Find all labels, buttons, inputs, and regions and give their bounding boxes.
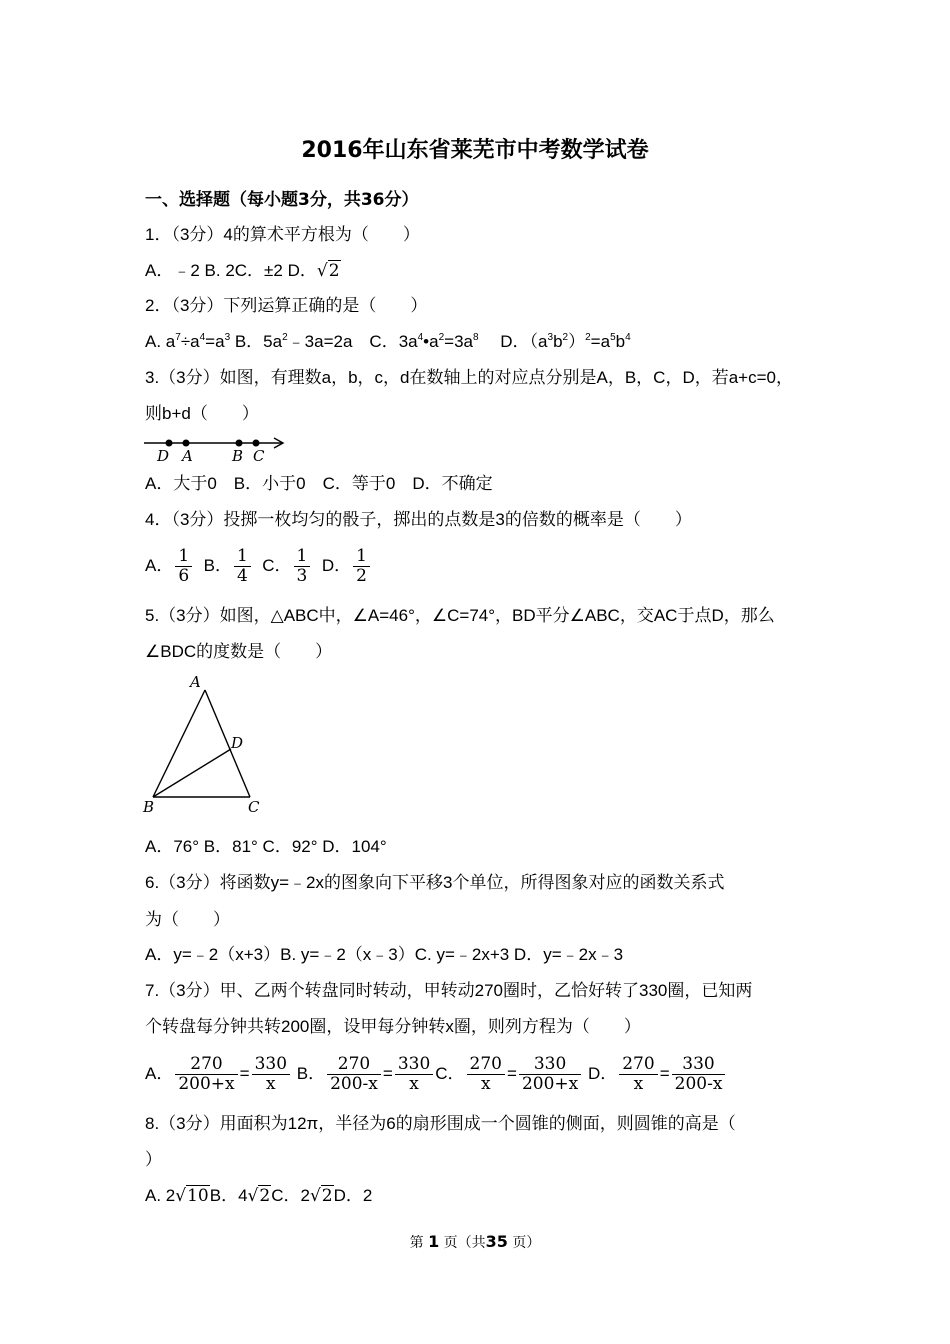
label-a: A: [182, 447, 193, 465]
label-d: D: [157, 447, 170, 465]
q4-stem: 4．（3分）投掷一枚均匀的骰子，掷出的点数是3的倍数的概率是（ ）: [145, 510, 692, 529]
q8-stem-line1: 8.（3分）用面积为12π，半径为6的扇形围成一个圆锥的侧面，则圆锥的高是（: [145, 1114, 736, 1133]
sqrt-expression: √2: [309, 1186, 333, 1206]
q7-stem-line2: 个转盘每分钟共转200圈，设甲每分钟转x圈，则列方程为（ ）: [145, 1017, 641, 1036]
section-heading: 一、选择题（每小题3分，共36分）: [145, 190, 419, 210]
q1-options: [145, 260, 341, 282]
sqrt-expression: √2: [247, 1186, 271, 1206]
fraction: $\frac{270}{200-x}$: [327, 1055, 381, 1094]
q5-options: A．76° B．81° C．92° D．104°: [145, 837, 387, 856]
fraction: $\frac{270}{200+x}$: [175, 1055, 237, 1094]
fraction: $\frac{1}{3}$: [294, 547, 311, 586]
q3-options: A．大于0 B．小于0 C．等于0 D．不确定: [145, 474, 493, 493]
q6-options: A．y=﹣2（x+3）B. y=﹣2（x﹣3）C. y=﹣2x+3 D．y=﹣2x﹣3: [145, 945, 624, 964]
point-d: [166, 440, 173, 447]
label-c: C: [253, 447, 265, 465]
q1-option-c: C．±2: [234, 261, 283, 280]
q1-option-d: D．: [287, 261, 317, 280]
q5-stem-line2: ∠BDC的度数是（ ）: [145, 642, 333, 661]
fraction: $\frac{270}{x}$: [467, 1055, 505, 1094]
sqrt-expression: √2: [316, 261, 340, 281]
vertex-label-b: B: [143, 798, 155, 816]
fraction: $\frac{330}{200+x}$: [519, 1055, 581, 1094]
number-line-figure: [142, 432, 292, 466]
page-total: 35: [485, 1232, 508, 1251]
q7-options: A． $\frac{270}{200+x}$ = $\frac{330}{x}$ B． $\frac{270}{200-x}$ = $\frac{330}{x}$ C． $\frac{270}{x}$ = $\frac{330}{200+x}$ D． $\frac{270}{x}$ = $\frac{330}{200-x}$: [145, 1055, 727, 1094]
vertex-label-a: A: [190, 673, 201, 691]
fraction: $\frac{330}{x}$: [395, 1055, 433, 1094]
q8-options: A. 2√10B．4√2C．2√2D．2: [145, 1186, 373, 1206]
sqrt-expression: √10: [175, 1186, 209, 1206]
side-ac: [205, 690, 250, 797]
vertex-label-c: C: [248, 798, 260, 816]
q3-stem-line2: 则b+d（ ）: [145, 404, 259, 423]
fraction: $\frac{330}{200-x}$: [672, 1055, 726, 1094]
q8-stem-line2: ）: [145, 1150, 162, 1169]
q6-stem-line2: 为（ ）: [145, 910, 230, 929]
fraction: $\frac{330}{x}$: [252, 1055, 290, 1094]
q5-stem-line1: 5.（3分）如图，△ABC中，∠A=46°，∠C=74°，BD平分∠ABC，交AC于点D，那么: [145, 606, 775, 625]
page-title: 2016年山东省莱芜市中考数学试卷: [301, 138, 649, 163]
vertex-label-d: D: [231, 734, 244, 752]
q1-option-a: A．﹣2: [145, 261, 200, 280]
fraction: $\frac{1}{2}$: [353, 547, 370, 586]
page-number: 1: [428, 1232, 440, 1251]
q2-options: A. $a^7\div a^4=a^3$ B．$5a^2﹣3a=2a$ C．$3a^4•a^2=3a^8$ D．$(a^3b^2)^2=a^5b^4$: [145, 332, 631, 351]
point-b: [236, 440, 243, 447]
q3-stem-line1: 3.（3分）如图，有理数a，b，c，d在数轴上的对应点分别是A，B，C，D，若a+c=0，: [145, 368, 793, 387]
triangle-figure: [140, 672, 270, 820]
page-footer: 第 1 页（共35 页）: [409, 1232, 541, 1251]
point-a: [183, 440, 190, 447]
point-c: [253, 440, 260, 447]
q4-options: A． $\frac{1}{6}$ B． $\frac{1}{4}$ C． $\frac{1}{3}$ D． $\frac{1}{2}$: [145, 547, 372, 586]
label-b: B: [232, 447, 244, 465]
fraction: $\frac{1}{4}$: [234, 547, 251, 586]
q6-stem-line1: 6.（3分）将函数y=﹣2x的图象向下平移3个单位，所得图象对应的函数关系式: [145, 873, 725, 892]
fraction: $\frac{270}{x}$: [619, 1055, 657, 1094]
q7-stem-line1: 7.（3分）甲、乙两个转盘同时转动，甲转动270圈时，乙恰好转了330圈，已知两: [145, 981, 753, 1000]
fraction: $\frac{1}{6}$: [175, 547, 192, 586]
q1-stem: 1．（3分）4的算术平方根为（ ）: [145, 225, 420, 244]
q1-option-b: B. 2: [204, 261, 235, 280]
q2-stem: 2．（3分）下列运算正确的是（ ）: [145, 296, 428, 315]
